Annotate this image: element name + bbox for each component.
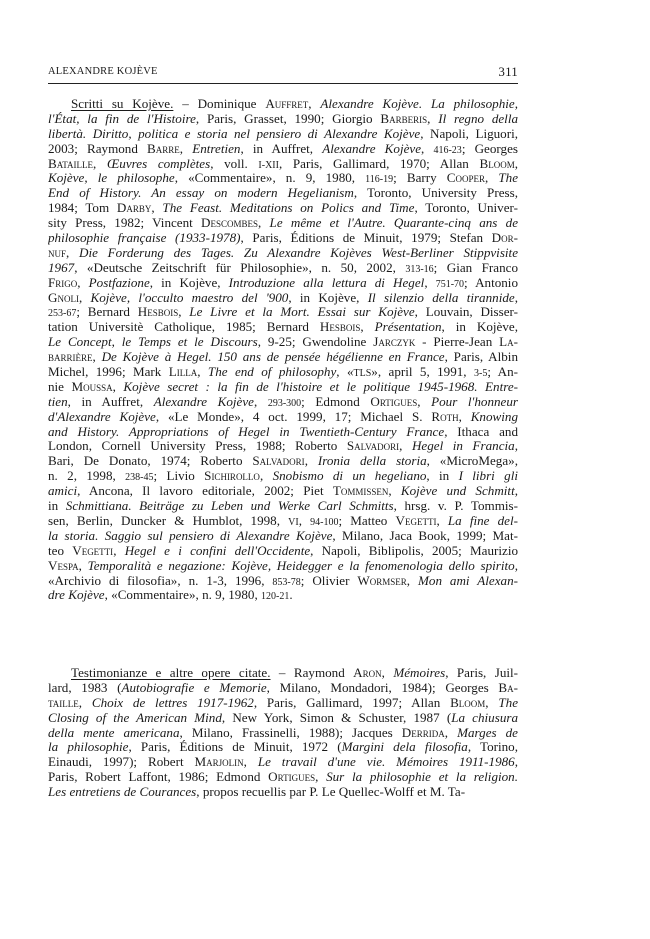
text-run: , 9-25; Gwendoline xyxy=(257,335,374,350)
author-name: Vegetti xyxy=(72,543,114,558)
italic-title: Die Forderung des Tages. Zu Alexandre Kojèves West-Berliner Stippvisite xyxy=(79,245,518,260)
text-run: , xyxy=(514,755,518,770)
text-run: , Toronto, Univer- xyxy=(414,201,518,216)
author-name: Moussa xyxy=(71,379,113,394)
text-run: , New York, Simon & Schuster, 1987 ( xyxy=(221,710,452,725)
text-run: , Torino, xyxy=(467,740,518,755)
text-line xyxy=(48,785,518,800)
text-run: sity Press, 1982; Vincent xyxy=(48,216,202,231)
text-run: 2003; Raymond xyxy=(48,141,148,156)
text-line xyxy=(48,666,518,681)
section-heading: Testimonianze e altre opere citate. xyxy=(71,666,271,680)
text-run: , «Deutsche Zeitschrift für Philosophie», n. 50, 2002, xyxy=(74,260,406,275)
author-name: Dor- xyxy=(491,231,518,246)
text-run: , xyxy=(253,394,268,409)
text-line xyxy=(48,544,518,559)
text-run: , xyxy=(258,216,270,231)
text-run: , xyxy=(485,171,499,186)
italic-title: Mon ami Alexan- xyxy=(417,573,518,588)
text-line xyxy=(48,395,518,410)
text-run: ; Barry xyxy=(393,171,447,186)
author-name: La- xyxy=(499,335,518,350)
text-run: , xyxy=(113,543,125,558)
text-line xyxy=(48,216,518,231)
text-run: ; An- xyxy=(487,365,518,380)
italic-title: Marges de xyxy=(457,725,518,740)
text-line xyxy=(48,261,518,276)
text-run: , xyxy=(197,365,208,380)
text-run: , xyxy=(259,469,273,484)
italic-title: The xyxy=(498,695,518,710)
text-run: , Paris, Éditions de Minuit, 1979; Stefan xyxy=(240,231,492,246)
text-run: , xyxy=(78,695,92,710)
text-run: , xyxy=(514,290,518,305)
text-run: – Raymond xyxy=(270,666,354,680)
text-run: , voll. xyxy=(210,156,259,171)
text-run: , xyxy=(388,484,401,499)
text-run: ; Olivier xyxy=(300,573,358,588)
italic-title: l'État, la fin de l'Histoire xyxy=(48,111,196,126)
author-name: taille xyxy=(48,695,79,710)
text-line xyxy=(48,112,518,127)
text-run: , Toronto, University Press, xyxy=(353,186,518,201)
text-run: in xyxy=(48,499,66,514)
author-name: Bataille xyxy=(48,156,94,171)
author-name: Barre xyxy=(147,141,180,156)
italic-title: Sur la philosophie et la religion. xyxy=(326,770,518,785)
italic-title: Hegel e i confini dell'Occidente xyxy=(124,543,311,558)
text-run: , «Commentaire», n. 9, 1980, xyxy=(174,171,366,186)
italic-title: De Kojève à Hegel. 150 ans de pensée hégélienne en France xyxy=(101,350,445,365)
text-line xyxy=(48,469,518,484)
italic-title: la storia. Saggio sul pensiero di Alexandre Kojève xyxy=(48,528,333,543)
text-run: , Milano, Mondadori, 1984); Georges xyxy=(266,680,499,695)
text-run: , xyxy=(178,305,190,320)
text-run: , Paris, Gallimard, 1997; Allan xyxy=(253,695,451,710)
page-range: 416-23 xyxy=(433,144,462,156)
text-line xyxy=(48,291,518,306)
page-range: 94-100 xyxy=(310,516,339,528)
text-run: n. 2, 1998, xyxy=(48,469,126,484)
text-line xyxy=(48,770,518,785)
text-run: , xyxy=(77,275,89,290)
italic-title: The end of philosophy xyxy=(207,365,337,380)
italic-title: Il regno della xyxy=(438,111,518,126)
italic-title: Alexandre Kojève. La philosophie, xyxy=(320,97,518,111)
text-run: Bari, De Donato, 1974; Roberto xyxy=(48,454,253,469)
italic-title: Le travail d'une vie. Mémoires 1911-1986 xyxy=(257,755,515,770)
italic-title: della mente americana xyxy=(48,725,180,740)
text-line xyxy=(48,142,518,157)
italic-title: libertà. Diritto, politica e storia nel pensiero di Alexandre Kojève xyxy=(48,126,421,141)
text-run: , Milano, Jaca Book, 1999; Mat- xyxy=(332,528,518,543)
text-run: London, Cornell University Press, 1988; Roberto xyxy=(48,439,347,454)
text-line xyxy=(48,755,518,770)
page-range: 751-70 xyxy=(435,278,465,290)
author-name: Marjolin xyxy=(194,755,244,770)
italic-title: Introduzione alla lettura di Hegel xyxy=(228,275,425,290)
text-run: , «MicroMega», xyxy=(426,454,518,469)
text-run: , Paris, Gallimard, 1970; Allan xyxy=(278,156,480,171)
author-name: Darby xyxy=(116,201,152,216)
italic-title: la philosophie xyxy=(48,740,129,755)
text-line xyxy=(48,499,518,514)
italic-title: Il silenzio della tirannide xyxy=(367,290,515,305)
text-run: , xyxy=(66,245,80,260)
text-line xyxy=(48,454,518,469)
italic-title: dre Kojève xyxy=(48,588,105,603)
text-run: ; Bernard xyxy=(76,305,138,320)
text-run: , xyxy=(485,695,499,710)
text-line xyxy=(48,696,518,711)
italic-title: Margini dela filosofia xyxy=(341,740,468,755)
text-run: , «Commentaire», n. 9, 1980, xyxy=(104,588,261,603)
text-run: teo xyxy=(48,543,73,558)
author-name: Salvadori xyxy=(252,454,305,469)
bibliography-section-writings-on-kojeve xyxy=(48,97,518,603)
italic-title: Postfazione xyxy=(88,275,150,290)
text-line xyxy=(48,231,518,246)
text-run: , xyxy=(298,513,311,528)
author-name: barrière xyxy=(48,350,93,365)
text-run: ; Antonio xyxy=(464,275,518,290)
text-run: , in xyxy=(426,469,459,484)
author-name: Barberis xyxy=(380,111,428,126)
author-name: Ortigues xyxy=(268,770,316,785)
italic-title: Le Concept, le Temps et le Discours xyxy=(48,335,258,350)
text-run: , Napoli, Biblipolis, 2005; Maurizio xyxy=(310,543,518,558)
text-run: , xyxy=(381,666,394,680)
text-run: , xyxy=(514,558,518,573)
author-name: Hesbois xyxy=(137,305,179,320)
author-name: Salvadori xyxy=(346,439,400,454)
italic-title: Présentation xyxy=(374,320,442,335)
text-line xyxy=(48,305,518,320)
text-line xyxy=(48,246,518,261)
text-run: , xyxy=(458,409,471,424)
page-range: VI xyxy=(288,516,299,528)
text-run: , in Kojève, xyxy=(441,320,518,335)
running-title: ALEXANDRE KOJÈVE xyxy=(48,66,158,77)
text-run: , in Auffret, xyxy=(67,394,154,409)
page-range: TLS xyxy=(353,368,372,380)
page-range: 238-45 xyxy=(125,472,154,484)
text-line xyxy=(48,350,518,365)
author-name: Cooper xyxy=(446,171,485,186)
text-run: – Dominique xyxy=(173,97,266,111)
text-run: sen, Berlin, Duncker & Humblot, 1998, xyxy=(48,513,289,528)
text-line xyxy=(48,740,518,755)
author-name: nuf xyxy=(48,245,67,260)
italic-title: Knowing xyxy=(470,409,518,424)
italic-title: philosophie française (1933-1978) xyxy=(48,231,241,246)
italic-title: La fine del- xyxy=(447,513,518,528)
text-run: , propos recuellis par P. Le Quellec-Wolff et M. Ta- xyxy=(196,785,466,800)
text-run: , xyxy=(436,513,448,528)
text-line xyxy=(48,365,518,380)
author-name: Ortigues xyxy=(370,394,418,409)
author-name: Vegetti xyxy=(395,513,437,528)
page-range: 853-78 xyxy=(272,576,301,588)
text-run: ; Georges xyxy=(461,141,518,156)
italic-title: Les entretiens de Courances xyxy=(48,785,197,800)
section-heading: Scritti su Kojève. xyxy=(71,97,174,111)
italic-title: tien xyxy=(48,394,68,409)
author-name: Roth xyxy=(431,409,459,424)
text-run: ; Gian Franco xyxy=(433,260,518,275)
text-run: , xyxy=(360,320,375,335)
text-run: 1984; Tom xyxy=(48,201,117,216)
text-run: , xyxy=(399,439,412,454)
text-run: , Paris, Albin xyxy=(444,350,518,365)
italic-title: The xyxy=(498,171,518,186)
text-run: , in Kojève, xyxy=(288,290,368,305)
italic-title: The Feast. Meditations on Polics and Time xyxy=(162,201,415,216)
italic-title: Alexandre Kojève xyxy=(153,394,254,409)
author-name: Tommissen xyxy=(332,484,389,499)
text-run: , xyxy=(514,439,518,454)
author-name: Gnoli xyxy=(48,290,79,305)
text-line xyxy=(48,410,518,425)
page-range: 3-5 xyxy=(473,368,488,380)
text-run: ; Matteo xyxy=(338,513,396,528)
italic-title: Closing of the American Mind xyxy=(48,710,222,725)
text-line xyxy=(48,97,518,112)
text-run: , xyxy=(514,156,518,171)
text-run: , xyxy=(112,379,124,394)
text-run: Einaudi, 1997); Robert xyxy=(48,755,195,770)
text-line xyxy=(48,335,518,350)
page-range: I-XII xyxy=(258,159,279,171)
italic-title: Kojève, l'occulto maestro del '900 xyxy=(90,290,289,305)
text-line xyxy=(48,588,518,603)
text-line xyxy=(48,559,518,574)
text-line xyxy=(48,529,518,544)
text-run: ; Livio xyxy=(153,469,205,484)
author-name: Derrida xyxy=(401,725,445,740)
author-name: Bloom xyxy=(450,695,486,710)
text-line xyxy=(48,186,518,201)
page-range: 313-16 xyxy=(405,263,434,275)
text-line xyxy=(48,171,518,186)
text-run: , xyxy=(93,156,107,171)
text-line xyxy=(48,484,518,499)
text-run: , Ancona, Il lavoro editoriale, 2002; Piet xyxy=(77,484,333,499)
header-rule xyxy=(48,83,518,84)
text-run: , «Le Monde», 4 oct. 1999, 17; Michael S. xyxy=(155,409,432,424)
italic-title: and History. Appropriations of Hegel in Twentieth-Century France xyxy=(48,424,445,439)
page-range: 253-67 xyxy=(48,308,77,320)
text-run: », april 5, 1991, xyxy=(371,365,474,380)
text-line xyxy=(48,201,518,216)
text-run: , xyxy=(315,770,327,785)
text-line xyxy=(48,514,518,529)
italic-title: Hegel in Francia xyxy=(411,439,515,454)
author-name: Aron xyxy=(353,666,382,680)
italic-title: Kojève und Schmitt xyxy=(400,484,515,499)
text-line xyxy=(48,320,518,335)
text-run: , xyxy=(151,201,163,216)
text-run: , xyxy=(304,454,318,469)
italic-title: amici xyxy=(48,484,78,499)
text-run: «Archivio di filosofia», n. 1-3, 1996, xyxy=(48,573,273,588)
text-run: , xyxy=(92,350,102,365)
text-run: , Louvain, Disser- xyxy=(414,305,518,320)
text-run: , xyxy=(427,111,439,126)
italic-title: Ironia della storia xyxy=(317,454,427,469)
italic-title: Schmittiana. Beiträge zu Leben und Werke Carl Schmitts xyxy=(65,499,394,514)
text-line xyxy=(48,157,518,172)
text-run: , in Auffret, xyxy=(240,141,323,156)
italic-title: Choix de lettres 1917-1962 xyxy=(91,695,254,710)
author-name: Ba- xyxy=(498,680,518,695)
italic-title: Le Livre et la Mort. Essai sur Kojève xyxy=(189,305,415,320)
text-line xyxy=(48,681,518,696)
italic-title: I libri gli xyxy=(458,469,518,484)
text-run: , Paris, Grasset, 1990; Giorgio xyxy=(195,111,381,126)
text-line xyxy=(48,127,518,142)
text-run: , Milano, Frassinelli, 1988); Jacques xyxy=(179,725,402,740)
text-run: , Paris, Juil- xyxy=(445,666,518,680)
text-run: , xyxy=(308,97,321,111)
italic-title: Mémoires xyxy=(393,666,446,680)
text-line xyxy=(48,425,518,440)
author-name: Jarczyk xyxy=(373,335,416,350)
italic-title: Temporalità e negazione: Kojève, Heidegger e la fenomenologia dello spirito xyxy=(87,558,515,573)
text-run: , in Kojève, xyxy=(149,275,229,290)
italic-title: Le même et l'Autre. Quarante-cinq ans de xyxy=(269,216,518,231)
text-run: , xyxy=(444,725,458,740)
text-run: Michel, 1996; Mark xyxy=(48,365,169,380)
text-run: , Ithaca and xyxy=(444,424,518,439)
page-number: 311 xyxy=(498,64,518,79)
text-run: , xyxy=(179,141,193,156)
text-run: - Pierre-Jean xyxy=(415,335,500,350)
bibliography-section-testimonies xyxy=(48,666,518,800)
running-head xyxy=(48,66,518,82)
text-run: , Napoli, Liguori, xyxy=(420,126,518,141)
author-name: Sichirollo xyxy=(204,469,260,484)
text-run: nie xyxy=(48,379,72,394)
text-run: , xyxy=(78,290,91,305)
text-run: , xyxy=(78,558,88,573)
author-name: Bloom xyxy=(479,156,515,171)
italic-title: La chiusura xyxy=(451,710,518,725)
italic-title: 1967 xyxy=(48,260,75,275)
text-run: , xyxy=(424,275,436,290)
text-line xyxy=(48,439,518,454)
italic-title: Pour l'honneur xyxy=(431,394,518,409)
text-run: , xyxy=(417,394,432,409)
author-name: Wormser xyxy=(357,573,407,588)
text-run: tation Universitè Catholique, 1985; Bernard xyxy=(48,320,320,335)
text-line xyxy=(48,711,518,726)
author-name: Lilla xyxy=(168,365,198,380)
author-name: Frigo xyxy=(48,275,78,290)
author-name: Auffret xyxy=(265,97,309,111)
italic-title: Alexandre Kojève xyxy=(322,141,422,156)
text-run: lard, 1983 ( xyxy=(48,680,122,695)
italic-title: Snobismo di un hegeliano xyxy=(272,469,427,484)
italic-title: End of History. An essay on modern Hegelianism xyxy=(48,186,354,201)
author-name: Vespa xyxy=(48,558,79,573)
author-name: Descombes xyxy=(201,216,259,231)
text-run: , xyxy=(514,484,518,499)
text-run: , hrsg. v. P. Tommis- xyxy=(393,499,518,514)
text-line xyxy=(48,726,518,741)
text-run: , Paris, Éditions de Minuit, 1972 ( xyxy=(128,740,342,755)
italic-title: Autobiografie e Memorie xyxy=(121,680,267,695)
page-range: 116-19 xyxy=(365,174,394,186)
italic-title: Œuvres complètes xyxy=(106,156,211,171)
text-run: , « xyxy=(336,365,354,380)
page-range: 120-21 xyxy=(261,591,290,603)
italic-title: Kojève, le philosophe xyxy=(48,171,175,186)
text-line xyxy=(48,276,518,291)
text-run: , xyxy=(421,141,434,156)
text-run: , xyxy=(406,573,418,588)
italic-title: d'Alexandre Kojève xyxy=(48,409,156,424)
text-run: ; Edmond xyxy=(301,394,371,409)
text-run: , xyxy=(243,755,258,770)
text-run: Paris, Robert Laffont, 1986; Edmond xyxy=(48,770,269,785)
italic-title: Kojève secret : la fin de l'histoire et le politique 1945-1968. Entre- xyxy=(123,379,518,394)
author-name: Hesbois xyxy=(319,320,361,335)
text-line xyxy=(48,574,518,589)
page-range: 293-300 xyxy=(267,397,302,409)
text-line xyxy=(48,380,518,395)
text-run: . xyxy=(289,588,293,603)
italic-title: Entretien xyxy=(192,141,241,156)
